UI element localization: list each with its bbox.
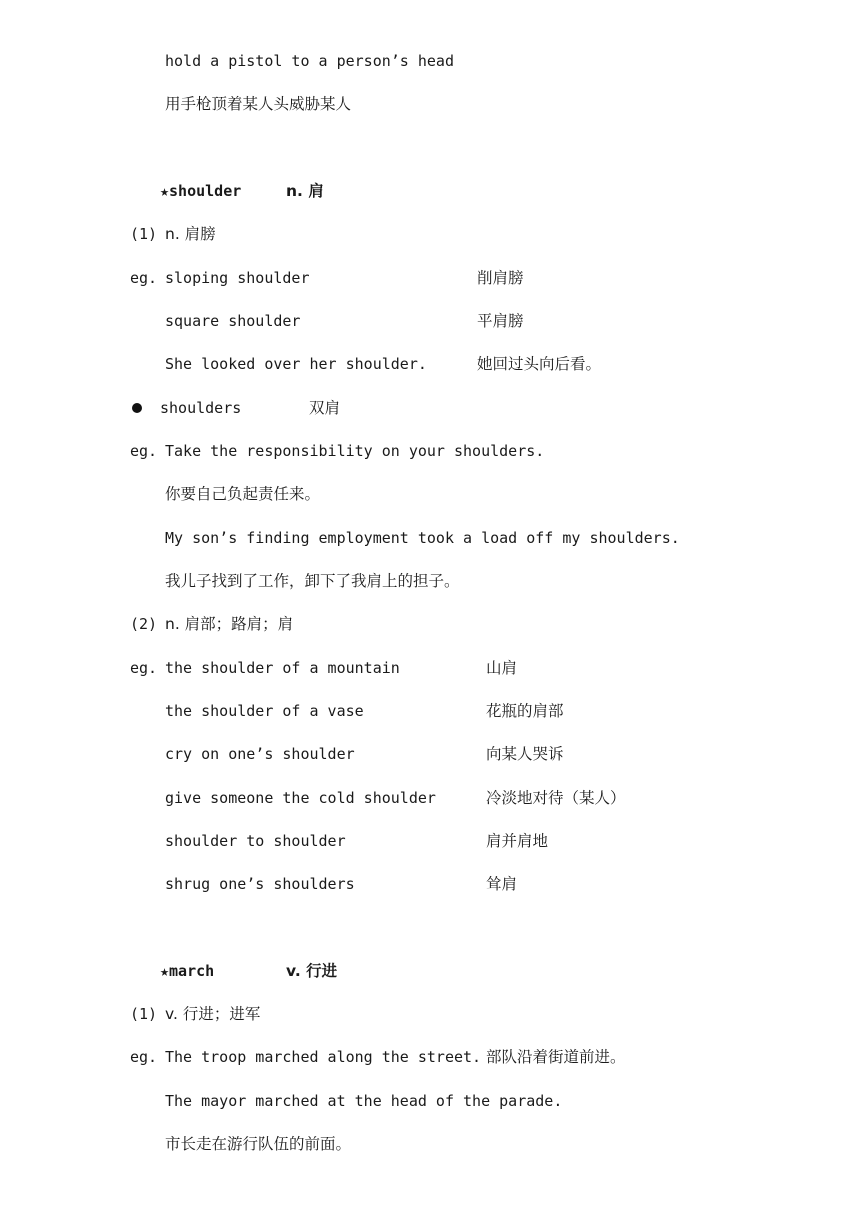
eg-label: eg. [130,269,158,287]
example-translation: 向某人哭诉 [486,745,564,763]
entry-headword-march: ★march [160,962,215,980]
example-translation: 你要自己负起责任来。 [165,485,321,503]
example-translation: 部队沿着街道前进。 [486,1048,626,1066]
example-text: The troop marched along the street. [165,1048,482,1066]
subentry-phrase: shoulders [160,399,242,417]
sense-definition: n. 肩膀 [165,225,216,243]
example-text: The mayor marched at the head of the parade. [165,1092,563,1110]
example-translation: 削肩膀 [477,269,524,287]
example-text: cry on one’s shoulder [165,745,355,763]
entry-headword-shoulder: ★shoulder [160,182,242,200]
subentry-translation: 双肩 [309,399,341,417]
bullet-icon [132,403,142,413]
example-text: shrug one’s shoulders [165,875,355,893]
example-translation: 用手枪顶着某人头威胁某人 [165,95,352,113]
sense-number: (1) [130,225,158,243]
example-translation: 花瓶的肩部 [486,702,564,720]
example-text: shoulder to shoulder [165,832,346,850]
sense-number: (1) [130,1005,158,1023]
example-translation: 她回过头向后看。 [477,355,602,373]
example-text: give someone the cold shoulder [165,789,436,807]
example-translation: 我儿子找到了工作，卸下了我肩上的担子。 [165,572,460,590]
example-translation: 肩并肩地 [486,832,549,850]
example-translation: 市长走在游行队伍的前面。 [165,1135,352,1153]
example-translation: 平肩膀 [477,312,524,330]
example-text: sloping shoulder [165,269,310,287]
sense-definition: n. 肩部；路肩；肩 [165,615,294,633]
example-translation: 耸肩 [486,875,518,893]
eg-label: eg. [130,659,158,677]
example-text: My son’s finding employment took a load off my shoulders. [165,529,680,547]
eg-label: eg. [130,1048,158,1066]
example-text: the shoulder of a vase [165,702,364,720]
sense-number: (2) [130,615,158,633]
example-text: Take the responsibility on your shoulders. [165,442,545,460]
sense-definition: v. 行进；进军 [165,1005,261,1023]
example-text: hold a pistol to a person’s head [165,52,454,70]
entry-pos-march: v. 行进 [286,962,338,980]
example-translation: 山肩 [486,659,518,677]
example-text: square shoulder [165,312,301,330]
example-text: the shoulder of a mountain [165,659,400,677]
example-translation: 冷淡地对待（某人） [486,789,626,807]
eg-label: eg. [130,442,158,460]
example-text: She looked over her shoulder. [165,355,427,373]
entry-pos-shoulder: n. 肩 [286,182,324,200]
